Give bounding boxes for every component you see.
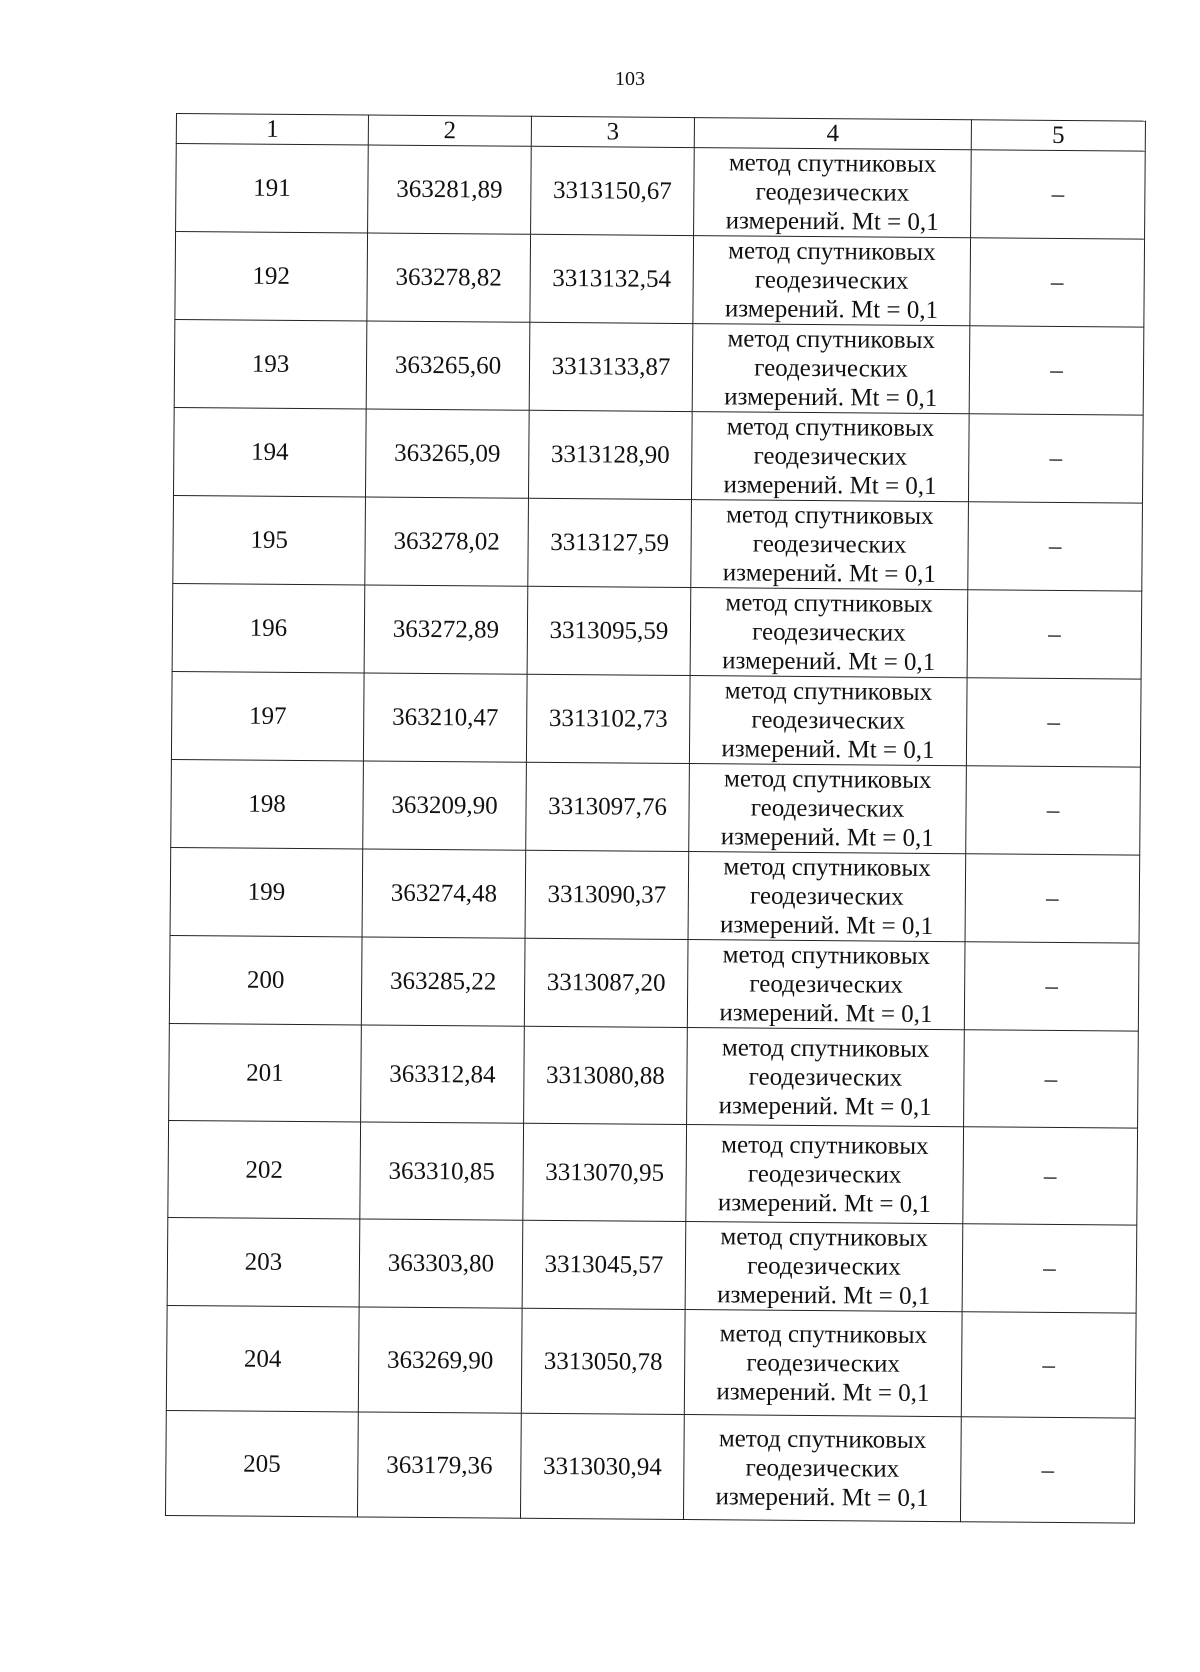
method-line: метод спутниковых — [726, 413, 935, 442]
method-cell — [683, 1415, 961, 1522]
x-coordinate-cell: 363310,85 — [360, 1122, 524, 1220]
y-coordinate-cell: 3313080,88 — [524, 1026, 688, 1124]
method-line: геодезических — [754, 266, 909, 295]
method-cell — [691, 412, 969, 502]
x-coordinate-cell: 363274,48 — [362, 849, 526, 938]
method-line: геодезических — [747, 1160, 902, 1189]
method-line: измерений. Mt = 0,1 — [724, 295, 939, 324]
table-row — [169, 935, 1139, 1031]
x-coordinate-cell: 363265,09 — [365, 409, 529, 498]
method-line: геодезических — [750, 794, 905, 823]
point-number-cell: 203 — [167, 1217, 360, 1307]
method-line: измерений. Mt = 0,1 — [715, 1482, 929, 1512]
method-cell — [686, 1125, 964, 1224]
x-coordinate-cell: 363272,89 — [364, 585, 528, 674]
table-body — [165, 144, 1145, 1524]
x-coordinate-cell: 363285,22 — [361, 937, 525, 1026]
point-number-cell: 194 — [173, 407, 366, 497]
method-line: метод спутниковых — [719, 1319, 928, 1349]
method-cell — [685, 1222, 963, 1312]
method-line: измерений. Mt = 0,1 — [719, 911, 934, 940]
method-line: измерений. Mt = 0,1 — [723, 471, 937, 500]
method-line: измерений. Mt = 0,1 — [720, 823, 934, 852]
column-header-2: 2 — [368, 115, 531, 146]
note-cell: – — [964, 1030, 1139, 1128]
point-number-cell: 205 — [165, 1410, 358, 1517]
method-line: геодезических — [753, 442, 908, 471]
y-coordinate-cell: 3313030,94 — [520, 1413, 684, 1519]
note-cell: – — [960, 1417, 1135, 1523]
x-coordinate-cell: 363265,60 — [366, 321, 530, 410]
point-number-cell: 204 — [166, 1305, 359, 1412]
y-coordinate-cell: 3313087,20 — [524, 938, 688, 1027]
coordinates-table — [165, 113, 1146, 1524]
y-coordinate-cell: 3313090,37 — [525, 850, 689, 939]
method-line: измерений. Mt = 0,1 — [716, 1377, 930, 1407]
table-row — [167, 1217, 1137, 1313]
page-number: 103 — [615, 68, 645, 90]
note-cell: – — [967, 590, 1142, 679]
method-line: геодезических — [746, 1349, 901, 1378]
point-number-cell: 192 — [175, 232, 368, 322]
x-coordinate-cell: 363303,80 — [359, 1219, 523, 1308]
table-row — [176, 144, 1146, 240]
method-line: метод спутниковых — [718, 1424, 927, 1454]
table-row — [169, 1023, 1139, 1128]
note-cell: – — [966, 766, 1141, 855]
x-coordinate-cell: 363278,82 — [367, 233, 531, 322]
y-coordinate-cell: 3313150,67 — [531, 146, 695, 235]
x-coordinate-cell: 363210,47 — [363, 673, 527, 762]
column-header-3: 3 — [531, 116, 694, 147]
y-coordinate-cell: 3313128,90 — [528, 410, 692, 499]
method-line: геодезических — [754, 354, 908, 383]
x-coordinate-cell: 363281,89 — [368, 145, 532, 234]
method-cell — [692, 324, 970, 414]
x-coordinate-cell: 363179,36 — [357, 1412, 521, 1518]
note-cell: – — [968, 502, 1143, 591]
method-cell — [691, 500, 969, 590]
x-coordinate-cell: 363209,90 — [363, 761, 527, 850]
note-cell: – — [971, 150, 1146, 239]
point-number-cell: 195 — [173, 495, 366, 585]
point-number-cell: 196 — [172, 583, 365, 673]
table-row — [174, 319, 1144, 415]
method-cell — [693, 236, 971, 326]
table-row — [172, 583, 1142, 679]
method-line: измерений. Mt = 0,1 — [721, 735, 935, 764]
y-coordinate-cell: 3313070,95 — [523, 1123, 687, 1221]
y-coordinate-cell: 3313102,73 — [526, 674, 690, 763]
point-number-cell: 199 — [170, 847, 363, 937]
method-cell — [689, 764, 967, 854]
point-number-cell: 200 — [169, 935, 362, 1025]
table-row — [168, 1120, 1138, 1225]
table-row — [173, 407, 1143, 503]
point-number-cell: 191 — [176, 144, 369, 234]
table-row — [165, 1410, 1135, 1523]
note-cell: – — [965, 854, 1140, 943]
column-header-4: 4 — [694, 118, 971, 150]
note-cell: – — [969, 326, 1144, 415]
table-row — [175, 232, 1145, 328]
y-coordinate-cell: 3313045,57 — [522, 1220, 686, 1309]
table-row — [171, 671, 1141, 767]
method-line: геодезических — [755, 178, 910, 207]
point-number-cell: 197 — [171, 671, 364, 761]
method-line: измерений. Mt = 0,1 — [717, 1188, 932, 1218]
x-coordinate-cell: 363269,90 — [358, 1307, 522, 1413]
column-header-5: 5 — [971, 120, 1145, 151]
method-line: измерений. Mt = 0,1 — [719, 999, 933, 1028]
method-cell — [687, 1028, 965, 1127]
note-cell: – — [963, 1127, 1138, 1225]
point-number-cell: 201 — [169, 1023, 362, 1122]
note-cell: – — [964, 942, 1139, 1031]
table-row — [171, 759, 1141, 855]
method-cell — [687, 940, 965, 1030]
method-line: геодезических — [751, 706, 906, 735]
method-line: метод спутниковых — [725, 589, 933, 618]
method-line: геодезических — [749, 970, 904, 999]
method-line: метод спутниковых — [721, 1033, 930, 1063]
method-line: геодезических — [748, 1063, 903, 1092]
table-row — [166, 1305, 1136, 1418]
method-line: метод спутниковых — [727, 325, 936, 354]
note-cell: – — [966, 678, 1141, 767]
point-number-cell: 193 — [174, 319, 367, 409]
method-line: измерений. Mt = 0,1 — [722, 647, 936, 676]
point-number-cell: 202 — [168, 1120, 361, 1219]
method-line: метод спутниковых — [722, 941, 931, 970]
method-line: метод спутниковых — [726, 501, 934, 530]
method-line: метод спутниковых — [724, 677, 933, 706]
method-cell — [690, 588, 968, 678]
method-line: метод спутниковых — [721, 1130, 929, 1160]
note-cell: – — [970, 238, 1145, 327]
method-cell — [684, 1310, 962, 1417]
method-cell — [694, 148, 972, 238]
method-line: метод спутниковых — [728, 237, 936, 266]
method-line: геодезических — [752, 530, 907, 559]
method-cell — [688, 852, 966, 942]
y-coordinate-cell: 3313050,78 — [521, 1308, 685, 1414]
method-line: метод спутниковых — [720, 1223, 928, 1252]
method-line: метод спутниковых — [723, 765, 932, 794]
y-coordinate-cell: 3313095,59 — [527, 586, 691, 675]
method-line: измерений. Mt = 0,1 — [718, 1091, 932, 1121]
method-line: измерений. Mt = 0,1 — [725, 207, 939, 236]
method-line: геодезических — [747, 1252, 901, 1281]
y-coordinate-cell: 3313127,59 — [528, 498, 692, 587]
method-line: измерений. Mt = 0,1 — [724, 383, 938, 412]
method-line: геодезических — [745, 1454, 900, 1483]
y-coordinate-cell: 3313133,87 — [529, 322, 693, 411]
point-number-cell: 198 — [171, 759, 364, 849]
y-coordinate-cell: 3313097,76 — [526, 762, 690, 851]
method-cell — [689, 676, 967, 766]
y-coordinate-cell: 3313132,54 — [530, 234, 694, 323]
method-line: метод спутниковых — [728, 149, 937, 178]
x-coordinate-cell: 363278,02 — [365, 497, 529, 586]
table-row — [173, 495, 1143, 591]
x-coordinate-cell: 363312,84 — [361, 1025, 525, 1123]
method-line: метод спутниковых — [723, 853, 931, 882]
note-cell: – — [962, 1224, 1137, 1313]
method-line: геодезических — [749, 882, 904, 911]
note-cell: – — [968, 414, 1143, 503]
method-line: геодезических — [752, 618, 906, 647]
column-header-1: 1 — [176, 114, 368, 146]
note-cell: – — [961, 1312, 1136, 1418]
table-row — [170, 847, 1140, 943]
method-line: измерений. Mt = 0,1 — [722, 559, 937, 588]
method-line: измерений. Mt = 0,1 — [717, 1281, 931, 1310]
